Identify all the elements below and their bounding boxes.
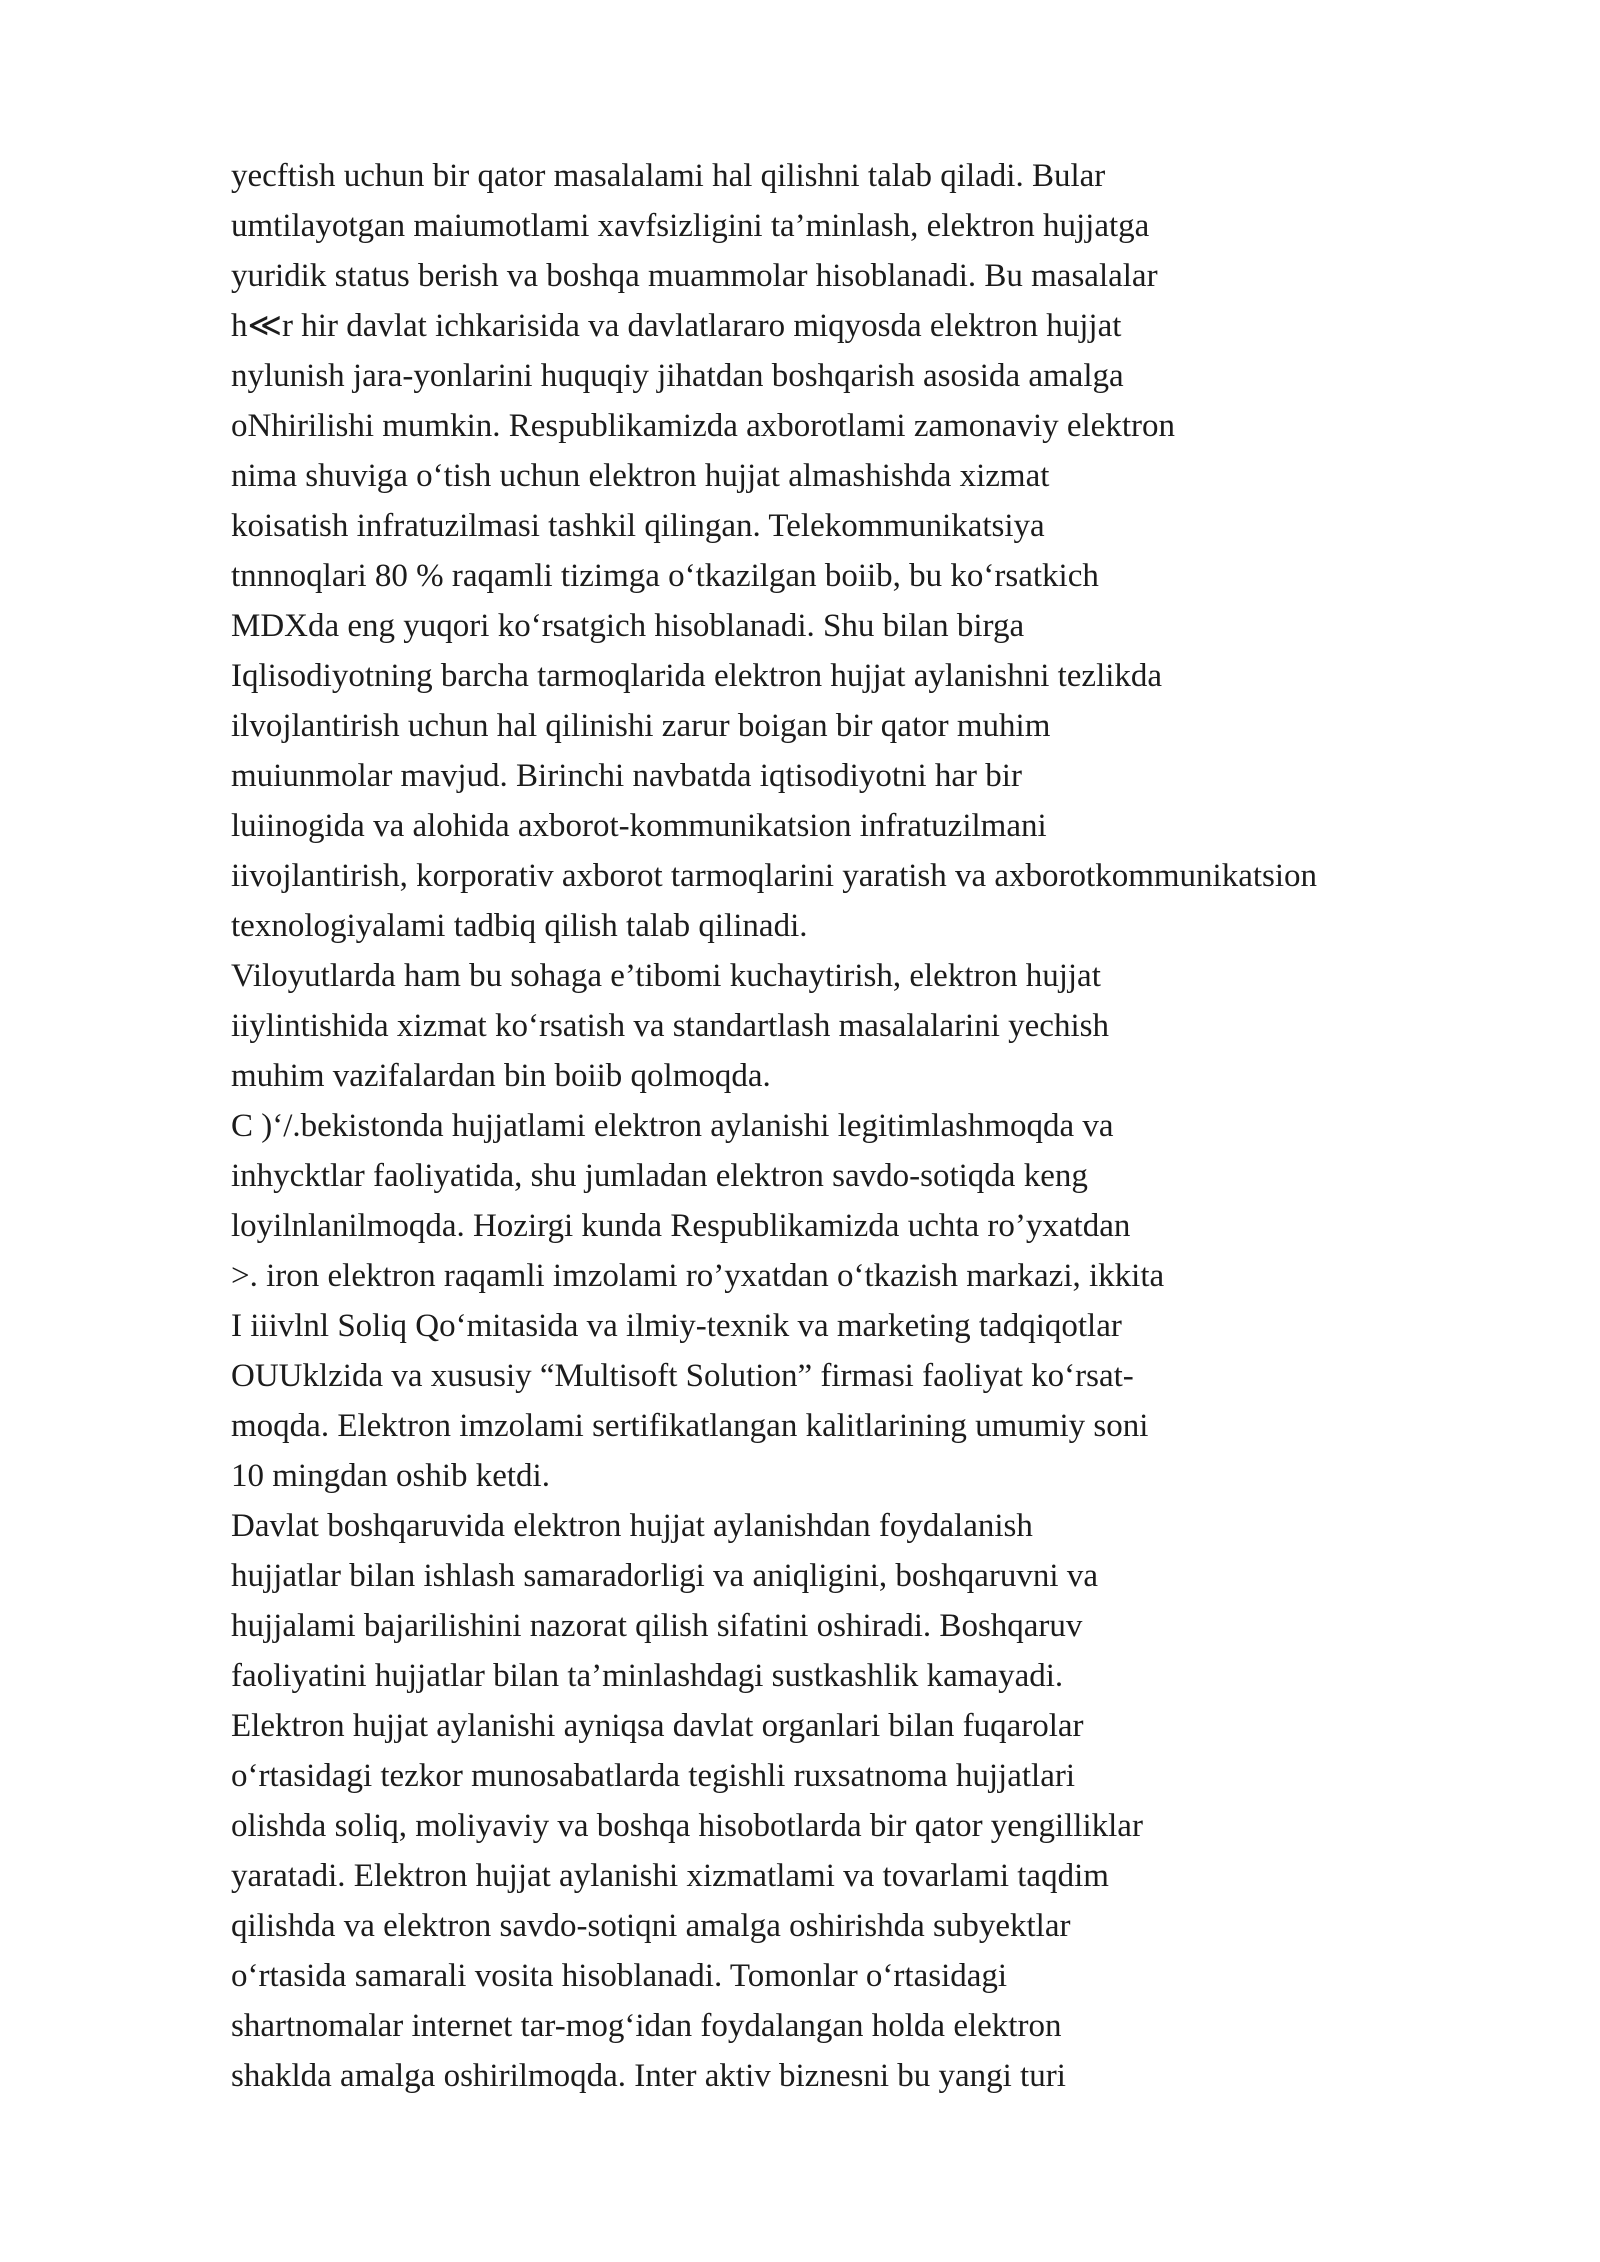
text-line: Elektron hujjat aylanishi ayniqsa davlat organlari bilan fuqarolar — [231, 1708, 1084, 1744]
text-line: tnnnoqlari 80 % raqamli tizimga o‘tkazilgan boiib, bu ko‘rsatkich — [231, 558, 1099, 594]
text-line: Viloyutlarda ham bu sohaga e’tibomi kuchaytirish, elektron hujjat — [231, 958, 1101, 994]
text-line: muiunmolar mavjud. Birinchi navbatda iqtisodiyotni har bir — [231, 758, 1022, 794]
text-line: yecftish uchun bir qator masalalami hal qilishni talab qiladi. Bular — [231, 158, 1106, 194]
text-line: inhycktlar faoliyatida, shu jumladan elektron savdo-sotiqda keng — [231, 1158, 1088, 1194]
text-line: oNhirilishi mumkin. Respublikamizda axborotlami zamonaviy elektron — [231, 408, 1175, 444]
text-line: OUUklzida va xususiy “Multisoft Solution” firmasi faoliyat ko‘rsat- — [231, 1358, 1134, 1394]
text-line: luiinogida va alohida axborot-kommunikatsion infratuzilmani — [231, 808, 1047, 844]
text-line: 10 mingdan oshib ketdi. — [231, 1458, 550, 1494]
text-line: loyilnlanilmoqda. Hozirgi kunda Respublikamizda uchta ro’yxatdan — [231, 1208, 1131, 1244]
text-line: faoliyatini hujjatlar bilan ta’minlashdagi sustkashlik kamayadi. — [231, 1658, 1064, 1694]
text-line: texnologiyalami tadbiq qilish talab qilinadi. — [231, 908, 808, 944]
text-line: C )‘/.bekistonda hujjatlami elektron aylanishi legitimlashmoqda va — [231, 1108, 1114, 1144]
text-line: h≪r hir davlat ichkarisida va davlatlararo miqyosda elektron hujjat — [231, 308, 1122, 344]
text-line: >. iron elektron raqamli imzolami ro’yxatdan o‘tkazish markazi, ikkita — [231, 1258, 1165, 1294]
text-line: nylunish jara-yonlarini huquqiy jihatdan boshqarish asosida amalga — [231, 358, 1124, 394]
text-line: MDXda eng yuqori ko‘rsatgich hisoblanadi. Shu bilan birga — [231, 608, 1025, 644]
text-line: I iiivlnl Soliq Qo‘mitasida va ilmiy-texnik va marketing tadqiqotlar — [231, 1308, 1122, 1344]
text-line: o‘rtasidagi tezkor munosabatlarda tegishli ruxsatnoma hujjatlari — [231, 1758, 1075, 1794]
text-line: moqda. Elektron imzolami sertifikatlangan kalitlarining umumiy soni — [231, 1408, 1149, 1444]
text-line: iivojlantirish, korporativ axborot tarmoqlarini yaratish va axborotkommunikatsion — [231, 858, 1318, 894]
text-line: o‘rtasida samarali vosita hisoblanadi. Tomonlar o‘rtasidagi — [231, 1958, 1008, 1994]
text-line: umtilayotgan maiumotlami xavfsizligini ta’minlash, elektron hujjatga — [231, 208, 1150, 244]
text-line: Iqlisodiyotning barcha tarmoqlarida elektron hujjat aylanishni tezlikda — [231, 658, 1163, 694]
text-line: shakldа amalga oshirilmoqda. Inter aktiv biznesni bu yangi turi — [231, 2058, 1066, 2094]
text-line: yaratadi. Elektron hujjat aylanishi xizmatlami va tovarlami taqdim — [231, 1858, 1109, 1894]
text-line: nima shuviga o‘tish uchun elektron hujjat almashishda xizmat — [231, 458, 1050, 494]
text-line: koisatish infratuzilmasi tashkil qilingan. Telekommunikatsiya — [231, 508, 1045, 544]
text-line: hujjatlar bilan ishlash samaradorligi va aniqligini, boshqaruvni va — [231, 1558, 1098, 1594]
text-line: Davlat boshqaruvida elektron hujjat aylanishdan foydalanish — [231, 1508, 1033, 1544]
body-text — [231, 151, 1531, 2101]
text-line: olishda soliq, moliyaviy va boshqa hisobotlarda bir qator yengilliklar — [231, 1808, 1143, 1844]
text-line: qilishda va elektron savdo-sotiqni amalga oshirishda subyektlar — [231, 1908, 1071, 1944]
text-line: iiylintishida xizmat ko‘rsatish va standartlash masalalarini yechish — [231, 1008, 1109, 1044]
text-line: yuridik status berish va boshqa muammolar hisoblanadi. Bu masalalar — [231, 258, 1158, 294]
text-line: muhim vazifalardan bin boiib qolmoqda. — [231, 1058, 771, 1094]
text-line: ilvojlantirish uchun hal qilinishi zarur boigan bir qator muhim — [231, 708, 1051, 744]
text-line: hujjalami bajarilishini nazorat qilish sifatini oshiradi. Boshqaruv — [231, 1608, 1083, 1644]
text-line: shartnomalar internet tar-mog‘idan foydalangan holda elektron — [231, 2008, 1062, 2044]
